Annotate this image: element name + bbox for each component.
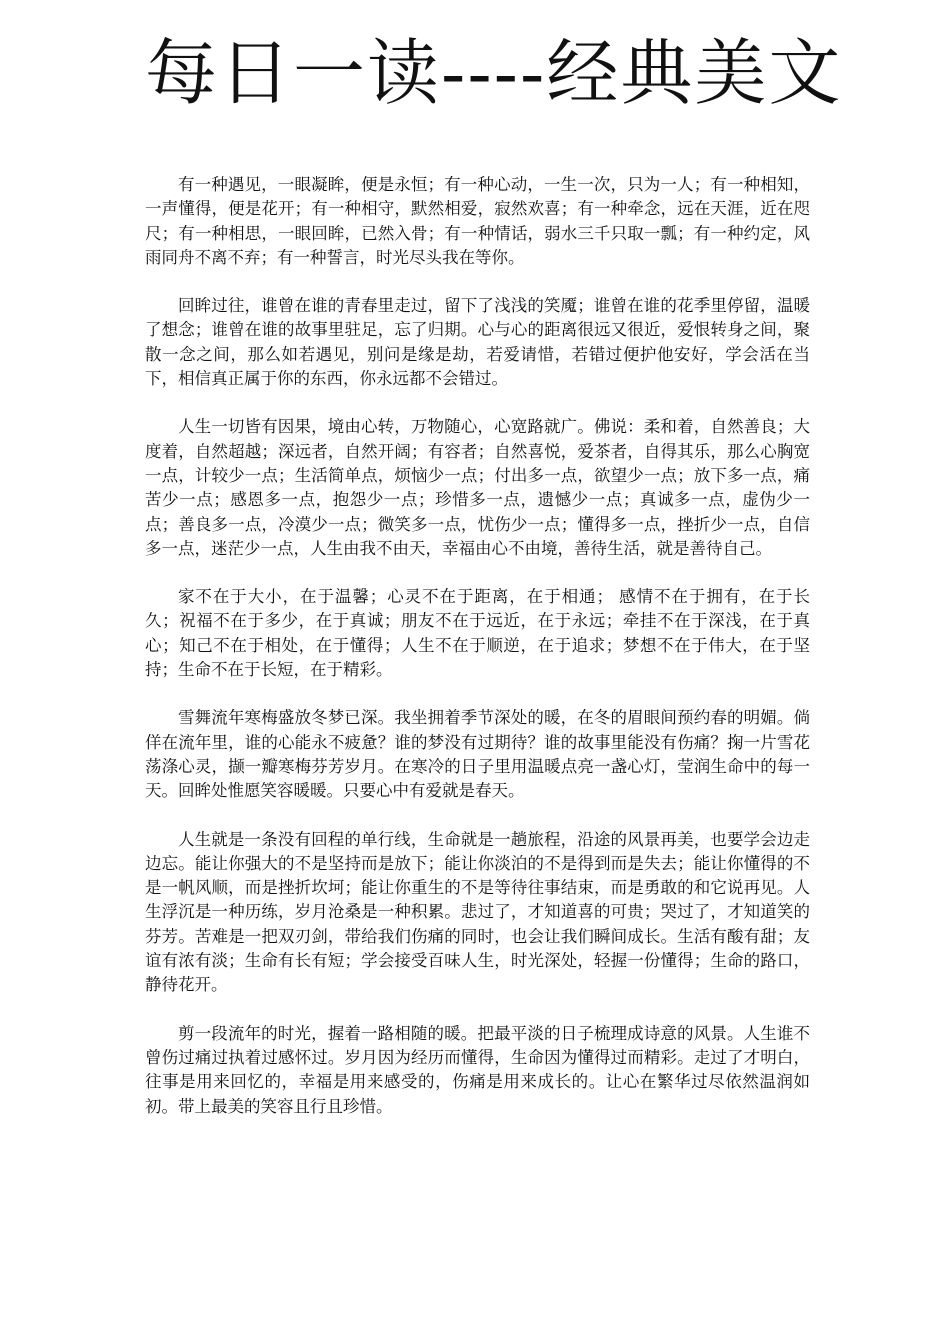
page-title: 每日一读----经典美文 — [145, 31, 843, 115]
paragraph-2: 回眸过往，谁曾在谁的青春里走过，留下了浅浅的笑魇；谁曾在谁的花季里停留，温暖了想念；谁曾在谁的故事里驻足，忘了归期。心与心的距离很远又很近，爱恨转身之间，聚散一念之间，那么如若遇见，别问是缘是劫，若爱请惜，若错过便护他安好，学会活在当下，相信真正属于你的东西，你永远都不会错过。 — [145, 296, 810, 389]
paragraph-7: 剪一段流年的时光，握着一路相随的暖。把最平淡的日子梳理成诗意的风景。人生谁不曾伤过痛过执着过感怀过。岁月因为经历而懂得，生命因为懂得过而精彩。走过了才明白，往事是用来回忆的，幸福是用来感受的，伤痛是用来成长的。让心在繁华过尽依然温润如初。带上最美的笑容且行且珍惜。 — [145, 1023, 810, 1116]
paragraph-6: 人生就是一条没有回程的单行线，生命就是一趟旅程，沿途的风景再美，也要学会边走边忘。能让你强大的不是坚持而是放下；能让你淡泊的不是得到而是失去；能让你懂得的不是一帆风顺，而是挫折坎坷；能让你重生的不是等待往事结束，而是勇敢的和它说再见。人生浮沉是一种历练，岁月沧桑是一种积累。悲过了，才知道喜的可贵；哭过了，才知道笑的芬芳。苦难是一把双刃剑，带给我们伤痛的同时，也会让我们瞬间成长。生活有酸有甜；友谊有浓有淡；生命有长有短；学会接受百味人生，时光深处，轻握一份懂得；生命的路口，静待花开。 — [145, 829, 810, 995]
article-body — [145, 173, 810, 1143]
paragraph-4: 家不在于大小，在于温馨；心灵不在于距离，在于相通； 感情不在于拥有，在于长久；祝福不在于多少，在于真诚；朋友不在于远近，在于永远；牵挂不在于深浅，在于真心；知己不在于相处，在于懂得；人生不在于顺逆，在于追求；梦想不在于伟大，在于坚持；生命不在于长短，在于精彩。 — [145, 587, 810, 680]
paragraph-1: 有一种遇见，一眼凝眸，便是永恒；有一种心动，一生一次，只为一人；有一种相知，一声懂得，便是花开；有一种相守，默然相爱，寂然欢喜；有一种牵念，远在天涯，近在咫尺；有一种相思，一眼回眸，已然入骨；有一种情话，弱水三千只取一瓢；有一种约定，风雨同舟不离不弃；有一种誓言，时光尽头我在等你。 — [145, 175, 810, 267]
paragraph-5: 雪舞流年寒梅盛放冬梦已深。我坐拥着季节深处的暖，在冬的眉眼间预约春的明媚。倘佯在流年里，谁的心能永不疲惫？谁的梦没有过期待？谁的故事里能没有伤痛？掬一片雪花荡涤心灵，撷一瓣寒梅芬芳岁月。在寒冷的日子里用温暖点亮一盏心灯，莹润生命中的每一天。回眸处惟愿笑容暖暖。只要心中有爱就是春天。 — [145, 708, 810, 801]
paragraph-3: 人生一切皆有因果，境由心转，万物随心，心宽路就广。佛说：柔和着，自然善良；大度着，自然超越；深远者，自然开阔；有容者；自然喜悦，爱茶者，自得其乐，那么心胸宽一点，计较少一点；生活简单点，烦恼少一点；付出多一点，欲望少一点；放下多一点，痛苦少一点；感恩多一点，抱怨少一点；珍惜多一点，遗憾少一点；真诚多一点，虚伪少一点；善良多一点，冷漠少一点；微笑多一点，忧伤少一点；懂得多一点，挫折少一点，自信多一点，迷茫少一点，人生由我不由天，幸福由心不由境，善待生活，就是善待自己。 — [145, 417, 810, 558]
